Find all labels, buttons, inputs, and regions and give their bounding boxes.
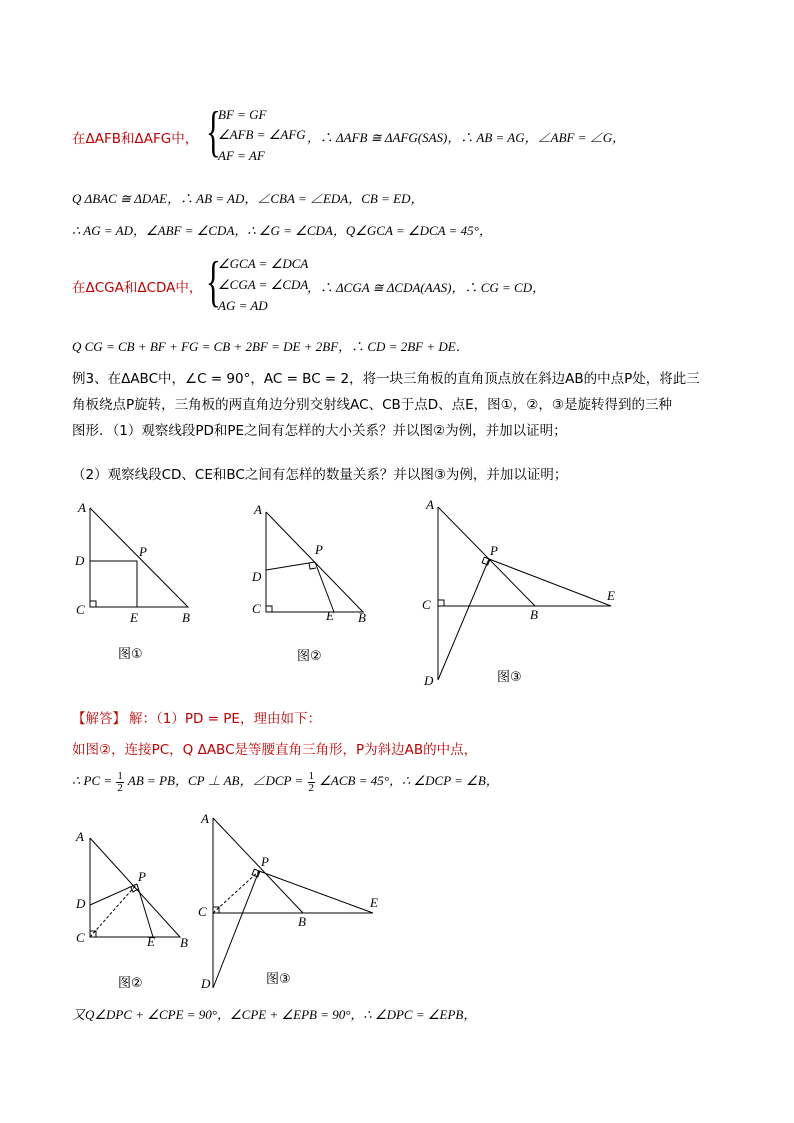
example-line4: （2）观察线段CD、CE和BC之间有怎样的数量关系？并以图③为例，并加以证明； xyxy=(72,467,568,483)
fig4-label-p: P xyxy=(138,869,146,884)
fig1-label-a: A xyxy=(78,500,86,515)
line1-suffix: ，∴ ΔAFB ≅ ΔAFG(SAS)，∴ AB = AG，∠ABF = ∠G， xyxy=(307,130,626,145)
brace-2: { xyxy=(206,251,221,313)
fig1-label-d: D xyxy=(75,553,85,568)
fig5-label-b: B xyxy=(298,914,306,929)
example-line2: 角板绕点P旋转，三角板的两直角边分别交射线AC、CB于点D、点E，图①，②，③是旋转得到的三种 xyxy=(72,397,672,413)
figure-1-caption: 图① xyxy=(118,647,143,662)
figure-5-caption: 图③ xyxy=(266,972,291,987)
last-line: 又Q∠DPC + ∠CPE = 90°，∠CPE + ∠EPB = 90°，∴ ∠DPC = ∠EPB， xyxy=(72,1007,477,1022)
fig2-label-e: E xyxy=(326,608,334,623)
fig3-label-b: B xyxy=(530,607,538,622)
fig3-label-p: P xyxy=(490,543,498,558)
solution-line3 xyxy=(72,770,499,794)
system1-eq1: BF = GF xyxy=(218,107,267,122)
figure-3 xyxy=(418,495,628,690)
fig1-label-c: C xyxy=(76,602,85,617)
system2-eq3: AG = AD xyxy=(218,298,268,313)
fig5-label-e: E xyxy=(370,895,378,910)
fig1-label-b: B xyxy=(182,610,190,625)
system1-eq3: AF = AF xyxy=(218,148,265,163)
line5: Q CG = CB + BF + FG = CB + 2BF = DE + 2BF，∴ CD = 2BF + DE． xyxy=(72,339,469,354)
line3: ∴ AG = AD，∠ABF = ∠CDA，∴ ∠G = ∠CDA，Q∠GCA = ∠DCA = 45°， xyxy=(72,223,492,238)
fig5-label-c: C xyxy=(198,904,207,919)
line1-prefix: 在ΔAFB和ΔAFG中， xyxy=(72,131,199,147)
solution-line3-a: ∴ PC = xyxy=(72,773,113,788)
figure-3-caption: 图③ xyxy=(497,670,522,685)
line2: Q ΔBAC ≅ ΔDAE，∴ AB = AD，∠CBA = ∠EDA，CB = ED， xyxy=(72,191,424,206)
system2-eq1: ∠GCA = ∠DCA xyxy=(218,256,309,271)
fig2-label-a: A xyxy=(254,502,262,517)
figure-4-caption: 图② xyxy=(118,976,143,991)
solution-line3-c: ∠ACB = 45°，∴ ∠DCP = ∠B， xyxy=(319,773,499,788)
fig3-label-c: C xyxy=(422,597,431,612)
fig5-label-a: A xyxy=(201,811,209,826)
system1-eq2: ∠AFB = ∠AFG xyxy=(218,127,306,142)
fig2-label-c: C xyxy=(252,601,261,616)
fraction-half-2: $\frac{1}{2}$ xyxy=(308,769,315,794)
fig4-label-e: E xyxy=(147,934,155,949)
figure-2-caption: 图② xyxy=(297,649,322,664)
system2-eq2: ∠CGA = ∠CDA xyxy=(218,277,309,292)
fig1-label-p: P xyxy=(139,544,147,559)
fraction-half-1: $\frac{1}{2}$ xyxy=(117,769,123,794)
figure-5 xyxy=(195,808,385,993)
line4-suffix: ，∴ ΔCGA ≅ ΔCDA(AAS)，∴ CG = CD， xyxy=(307,280,546,295)
solution-label: 【解答】 xyxy=(72,711,126,727)
example-line1: 例3、在ΔABC中，∠C = 90°，AC = BC = 2，将一块三角板的直角顶点放在斜边AB的中点P处，将此三 xyxy=(72,371,700,387)
fig1-label-e: E xyxy=(130,610,138,625)
fig5-label-p: P xyxy=(261,854,269,869)
figure-2 xyxy=(248,500,378,630)
figure-4 xyxy=(70,826,200,956)
fig4-label-c: C xyxy=(76,930,85,945)
fig4-label-a: A xyxy=(76,829,84,844)
figure-1 xyxy=(70,498,200,628)
fig4-label-d: D xyxy=(76,896,86,911)
fig2-label-b: B xyxy=(358,610,366,625)
brace-1: { xyxy=(206,101,221,163)
fig3-label-e: E xyxy=(607,588,615,603)
fig2-label-d: D xyxy=(252,569,262,584)
solution-line3-b: AB = PB，CP ⊥ AB，∠DCP = xyxy=(127,773,304,788)
fig3-label-a: A xyxy=(426,497,434,512)
fig3-label-d: D xyxy=(424,673,434,688)
fig4-label-b: B xyxy=(180,935,188,950)
line4-prefix: 在ΔCGA和ΔCDA中， xyxy=(72,280,203,296)
solution-line1: 解：（1）PD = PE，理由如下： xyxy=(129,711,321,727)
fig5-label-d: D xyxy=(201,976,211,991)
solution-line2: 如图②，连接PC，Q ΔABC是等腰直角三角形，P为斜边AB的中点， xyxy=(72,742,478,758)
fig2-label-p: P xyxy=(315,542,323,557)
example-line3: 图形．（1）观察线段PD和PE之间有怎样的大小关系？并以图②为例，并加以证明； xyxy=(72,423,567,439)
